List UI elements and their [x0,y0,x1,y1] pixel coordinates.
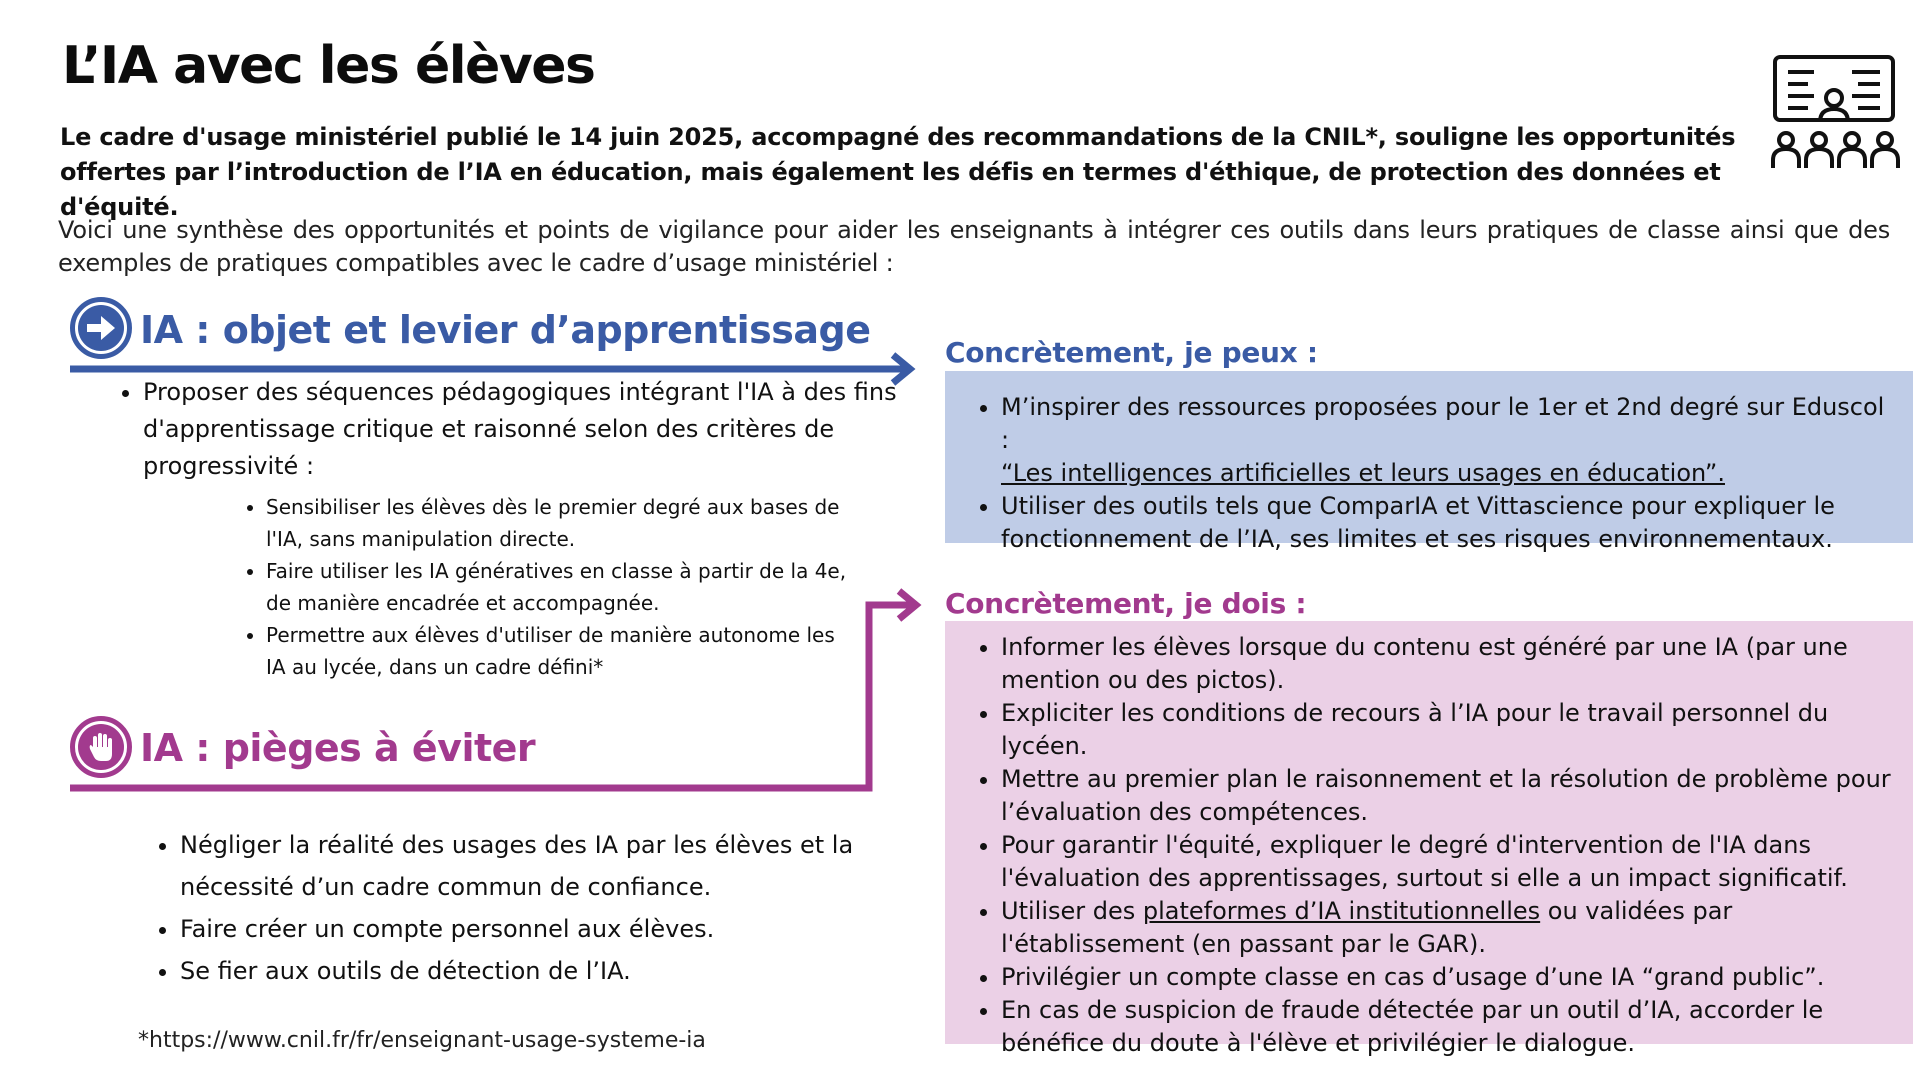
list-item: • Se fier aux outils de détection de l’IA. [180,950,860,992]
footnote: *https://www.cnil.fr/fr/enseignant-usage-systeme-ia [138,1028,706,1053]
list-item: • Expliciter les conditions de recours à l’IA pour le travail personnel du lycéen. [1001,697,1893,763]
list-item [1001,895,1893,961]
section-learning-title: IA : objet et levier d’apprentissage [140,308,871,352]
box-can-list [959,391,1893,556]
list-item: • Pour garantir l'équité, expliquer le degré d'intervention de l'IA dans l'évaluation des apprentissages, surtout si elle a un impact significatif. [1001,829,1893,895]
box-must-list [959,631,1893,1060]
eduscol-link[interactable]: “Les intelligences artificielles et leurs usages en éducation”. [1001,459,1725,487]
box-can [945,371,1913,553]
list-item: • En cas de suspicion de fraude détectée par un outil d’IA, accorder le bénéfice du doute à l'élève et privilégier le dialogue. [1001,994,1893,1060]
list-item: • Proposer des séquences pédagogiques intégrant l'IA à des fins d'apprentissage critique et raisonné selon des critères de progressivité : [143,374,903,485]
learning-sublist [238,491,856,683]
list-item: • Privilégier un compte classe en cas d’usage d’une IA “grand public”. [1001,961,1893,994]
learning-list [115,374,903,485]
list-item: • Faire créer un compte personnel aux élèves. [180,908,860,950]
list-item: • Permettre aux élèves d'utiliser de manière autonome les IA au lycée, dans un cadre défini* [266,619,856,683]
list-item: • Mettre au premier plan le raisonnement et la résolution de problème pour l’évaluation des compétences. [1001,763,1893,829]
stop-hand-icon [70,716,132,778]
pitfalls-list [152,824,860,992]
intro-paragraph: Voici une synthèse des opportunités et points de vigilance pour aider les enseignants à intégrer ces outils dans leurs pratiques de classe ainsi que des exemples de pratiques compatibles avec le cadre d’usage ministériel : [58,216,1890,277]
list-item: • Sensibiliser les élèves dès le premier degré aux bases de l'IA, sans manipulation directe. [266,491,856,555]
arrow-right-circle-icon [70,297,132,359]
list-item: • Informer les élèves lorsque du contenu est généré par une IA (par une mention ou des pictos). [1001,631,1893,697]
list-item: • Utiliser des outils tels que ComparIA et Vittascience pour expliquer le fonctionnement de l’IA, ses limites et ses risques environnementaux. [1001,490,1893,556]
box-must [945,621,1913,1057]
box-can-title: Concrètement, je peux : [945,336,1318,369]
list-item [1001,391,1893,490]
list-item: • Faire utiliser les IA génératives en classe à partir de la 4e, de manière encadrée et accompagnée. [266,555,856,619]
list-item-text: Utiliser des [1001,897,1143,925]
section-pitfalls-title: IA : pièges à éviter [140,726,536,770]
list-item-text: ou validées par l'établissement (en passant par le GAR). [1001,897,1733,958]
list-item-text: M’inspirer des ressources proposées pour le 1er et 2nd degré sur Eduscol : [1001,393,1885,454]
institutional-platforms-link[interactable]: plateformes d’IA institutionnelles [1142,897,1541,925]
intro-summary: Le cadre d'usage ministériel publié le 14 juin 2025, accompagné des recommandations de la CNIL*, souligne les opportunités offertes par l’introduction de l’IA en éducation, mais également les défis en termes d'éthique, de protection des données et d'équité. [60,123,1736,221]
box-must-title: Concrètement, je dois : [945,587,1307,620]
page-title: L’IA avec les élèves [62,36,595,96]
list-item: • Négliger la réalité des usages des IA par les élèves et la nécessité d’un cadre commun de confiance. [180,824,860,908]
